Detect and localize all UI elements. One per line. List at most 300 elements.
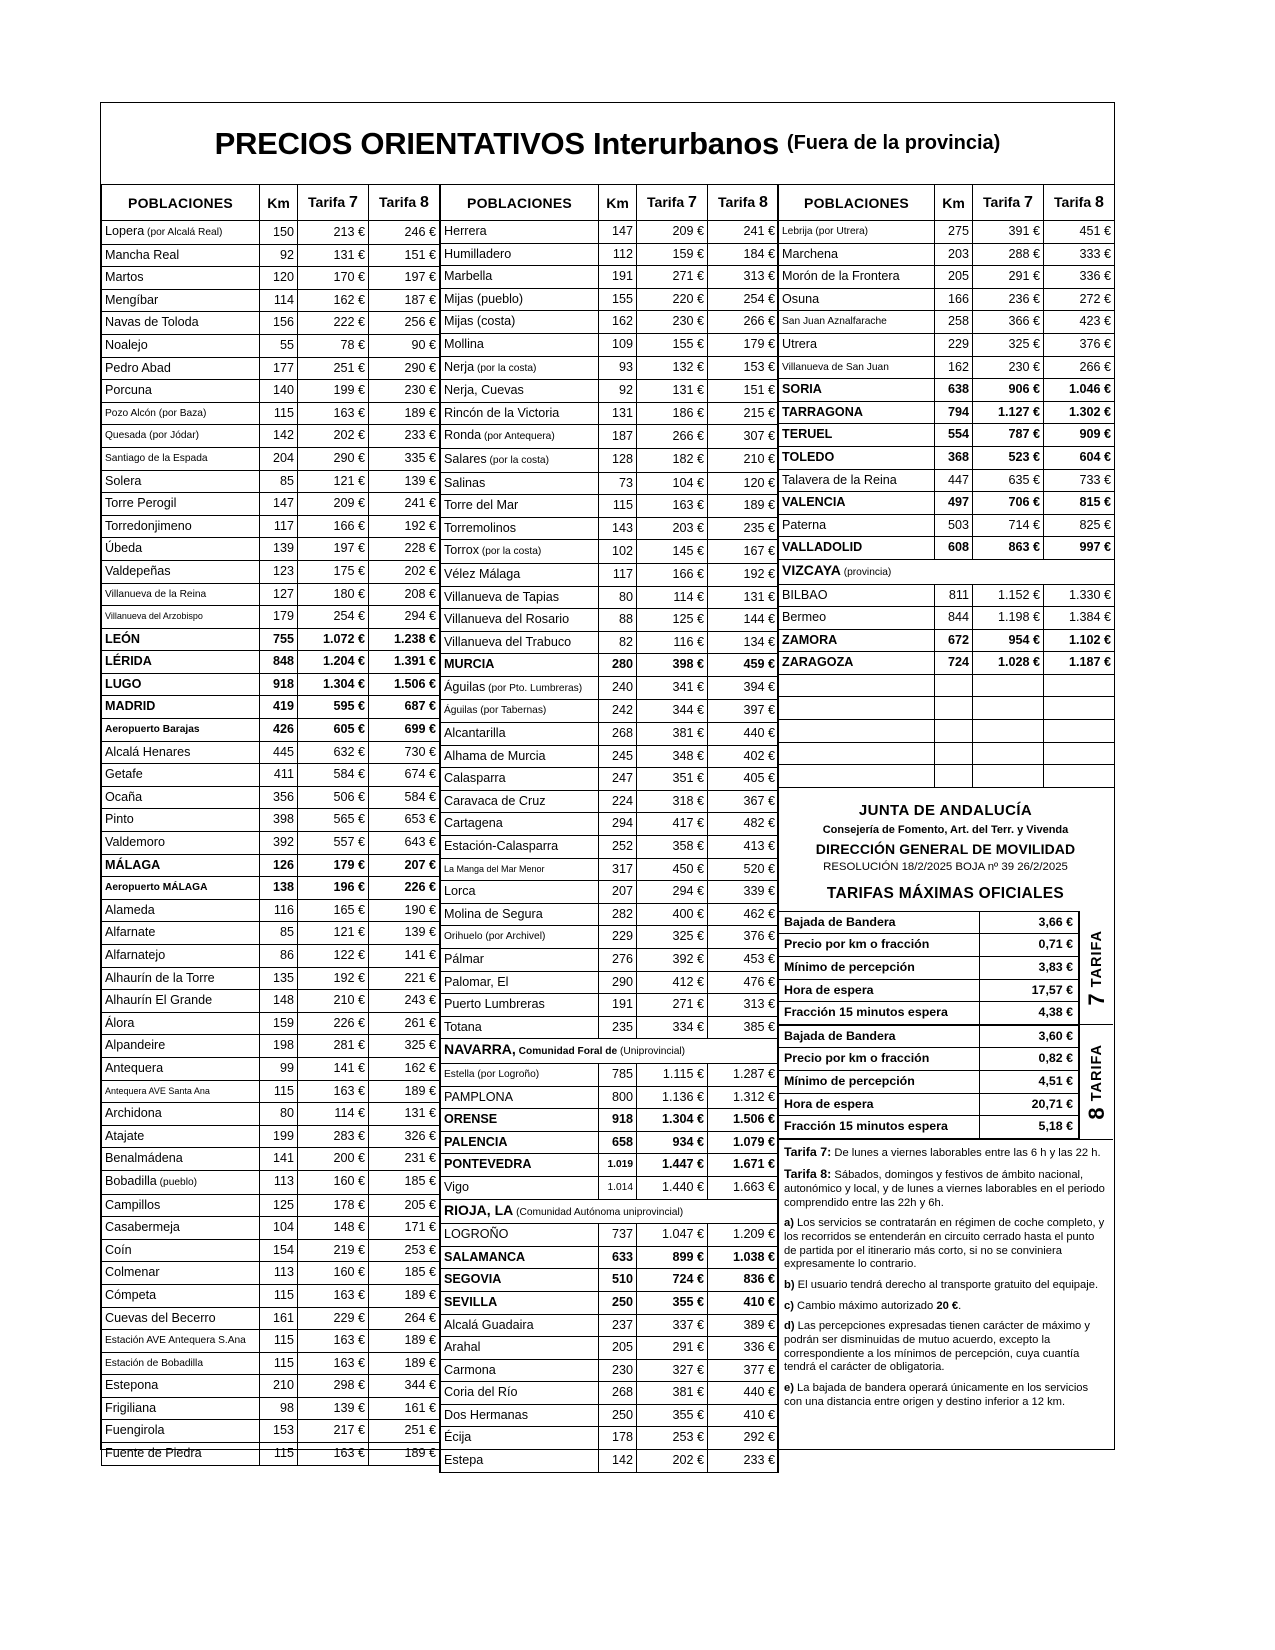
cell-tarifa7: 358 € — [637, 836, 708, 859]
price-table-3 — [778, 185, 1115, 788]
table-row — [441, 1269, 779, 1292]
cell-km: 142 — [599, 1450, 637, 1473]
poblacion-name: Utrera — [782, 336, 817, 351]
table-row — [102, 1194, 440, 1217]
cell-poblacion — [779, 537, 935, 560]
province-name: RIOJA, LA — [444, 1201, 514, 1218]
cell-poblacion — [441, 221, 599, 244]
cell-km — [935, 697, 973, 720]
cell-poblacion — [102, 1057, 260, 1080]
note-a-lead: a) — [784, 1217, 794, 1230]
table-row — [441, 1016, 779, 1039]
tarifa-label: Bajada de Bandera — [779, 1025, 980, 1048]
cell-tarifa8: 313 € — [708, 266, 779, 289]
cell-poblacion — [102, 538, 260, 561]
poblacion-name: LÉRIDA — [105, 654, 152, 669]
cell-km: 275 — [935, 221, 973, 244]
table-row — [441, 1224, 779, 1247]
cell-tarifa7: 202 € — [298, 425, 369, 448]
cell-poblacion — [779, 674, 935, 697]
poblacion-name: SORIA — [782, 382, 822, 397]
cell-poblacion — [441, 472, 599, 495]
cell-poblacion — [779, 584, 935, 607]
cell-poblacion — [441, 971, 599, 994]
cell-tarifa8: 261 € — [369, 1012, 440, 1035]
cell-tarifa7: 635 € — [973, 469, 1044, 492]
title-subtitle: (Fuera de la provincia) — [786, 132, 1001, 154]
poblacion-name: Vigo — [444, 1179, 469, 1194]
cell-tarifa8: 385 € — [708, 1016, 779, 1039]
table-row — [102, 1148, 440, 1171]
cell-tarifa8: 376 € — [1044, 333, 1115, 356]
cell-poblacion — [102, 651, 260, 674]
cell-km: 247 — [599, 768, 637, 791]
cell-poblacion — [441, 1314, 599, 1337]
cell-tarifa8: 233 € — [369, 425, 440, 448]
table-row — [441, 221, 779, 244]
cell-km: 250 — [599, 1291, 637, 1314]
table-row — [441, 1450, 779, 1473]
cell-tarifa7: 121 € — [298, 922, 369, 945]
cell-tarifa8: 210 € — [708, 448, 779, 472]
cell-tarifa7: 219 € — [298, 1239, 369, 1262]
poblacion-name: Orihuelo (por Archivel) — [444, 931, 546, 943]
cell-km: 80 — [260, 1103, 298, 1126]
page-title — [101, 103, 1114, 185]
cell-tarifa8: 207 € — [369, 854, 440, 877]
header-poblaciones-1: POBLACIONES — [102, 185, 260, 221]
poblacion-name: Lebrija (por Utrera) — [782, 226, 869, 237]
cell-poblacion — [102, 493, 260, 516]
cell-km: 252 — [599, 836, 637, 859]
poblacion-note: (por la costa) — [486, 454, 549, 466]
table-row — [779, 221, 1115, 244]
table-row — [441, 243, 779, 266]
note-d-lead: d) — [784, 1320, 795, 1333]
cell-tarifa8: 162 € — [369, 1057, 440, 1080]
poblacion-name: TERUEL — [782, 427, 833, 442]
cell-tarifa7: 400 € — [637, 903, 708, 926]
poblacion-name: Ocaña — [105, 789, 143, 804]
poblacion-name: Aeropuerto MÁLAGA — [105, 882, 208, 894]
cell-km — [935, 720, 973, 743]
table-body-1 — [102, 221, 440, 1466]
cell-poblacion — [441, 380, 599, 403]
cell-tarifa7: 197 € — [298, 538, 369, 561]
cell-tarifa7: 325 € — [973, 333, 1044, 356]
poblacion-name: Torrox — [444, 543, 479, 558]
cell-km: 242 — [599, 700, 637, 723]
poblacion-name: BILBAO — [782, 587, 828, 602]
table-row — [779, 469, 1115, 492]
cell-tarifa8: 215 € — [708, 402, 779, 425]
cell-tarifa8: 313 € — [708, 994, 779, 1017]
note-c-amount: 20 € — [936, 1299, 959, 1312]
table-row — [441, 723, 779, 746]
cell-tarifa7: 145 € — [637, 540, 708, 564]
poblacion-name: Villanueva de la Reina — [105, 588, 207, 600]
cell-tarifa7: 226 € — [298, 1012, 369, 1035]
cell-tarifa8: 336 € — [708, 1337, 779, 1360]
note-e — [784, 1382, 1107, 1409]
cell-tarifa8: 836 € — [708, 1269, 779, 1292]
cell-tarifa7: 392 € — [637, 949, 708, 972]
cell-tarifa7: 121 € — [298, 470, 369, 493]
cell-poblacion — [441, 1086, 599, 1109]
cell-tarifa7: 160 € — [298, 1170, 369, 1194]
cell-tarifa7: 557 € — [298, 832, 369, 855]
cell-poblacion — [102, 899, 260, 922]
cell-km: 447 — [935, 469, 973, 492]
cell-tarifa8: 376 € — [708, 926, 779, 949]
cell-km: 229 — [935, 333, 973, 356]
cell-km: 98 — [260, 1397, 298, 1420]
poblacion-name: LUGO — [105, 676, 142, 691]
table-row — [441, 517, 779, 540]
cell-poblacion — [441, 1382, 599, 1405]
poblacion-name: Mollina — [444, 336, 484, 351]
note-tarifa7-text: De lunes a viernes laborables entre las 6 h y las 22 h. — [831, 1146, 1101, 1159]
cell-km: 638 — [935, 379, 973, 402]
cell-tarifa7: 318 € — [637, 790, 708, 813]
cell-tarifa8: 189 € — [369, 1352, 440, 1375]
table-row — [441, 1337, 779, 1360]
poblacion-name: Écija — [444, 1430, 472, 1445]
cell-tarifa7: 116 € — [637, 631, 708, 654]
table-row — [102, 899, 440, 922]
table-row — [441, 333, 779, 356]
cell-tarifa8: 189 € — [369, 402, 440, 425]
cell-km: 153 — [260, 1420, 298, 1443]
cell-tarifa8: 604 € — [1044, 446, 1115, 469]
cell-km: 411 — [260, 764, 298, 787]
table-row — [102, 583, 440, 606]
cell-tarifa7: 1.127 € — [973, 401, 1044, 424]
tarifa8-vertical-word: TARIFA — [1088, 1044, 1105, 1102]
cell-km: 115 — [260, 1352, 298, 1375]
cell-tarifa7: 595 € — [298, 696, 369, 719]
poblacion-name: Alameda — [105, 902, 155, 917]
note-c-tail: . — [958, 1299, 962, 1312]
cell-tarifa7: 348 € — [637, 745, 708, 768]
tarifa8-word-1: Tarifa — [379, 194, 417, 210]
cell-km: 178 — [599, 1427, 637, 1450]
junta-consejeria: Consejería de Fomento, Art. del Terr. y Vivenda — [822, 823, 1069, 836]
cell-tarifa8: 192 € — [708, 563, 779, 586]
cell-poblacion — [441, 903, 599, 926]
cell-poblacion — [441, 790, 599, 813]
cell-km: 554 — [935, 424, 973, 447]
table-row — [102, 1170, 440, 1194]
cell-tarifa8: 451 € — [1044, 221, 1115, 244]
table-row — [102, 673, 440, 696]
cell-tarifa7: 412 € — [637, 971, 708, 994]
cell-tarifa7: 165 € — [298, 899, 369, 922]
poblacion-name: Morón de la Frontera — [782, 269, 900, 284]
cell-km: 187 — [599, 425, 637, 449]
poblacion-name: Getafe — [105, 767, 143, 782]
table-row — [102, 741, 440, 764]
poblacion-name: Archidona — [105, 1106, 162, 1121]
cell-tarifa7: 1.304 € — [637, 1109, 708, 1132]
cell-tarifa8: 294 € — [369, 606, 440, 629]
cell-km: 497 — [935, 492, 973, 515]
cell-poblacion — [779, 607, 935, 630]
table-row — [102, 1307, 440, 1330]
cell-tarifa7: 196 € — [298, 877, 369, 900]
cell-tarifa7: 229 € — [298, 1307, 369, 1330]
table-row — [102, 357, 440, 380]
cell-tarifa7: 253 € — [637, 1427, 708, 1450]
junta-title: JUNTA DE ANDALUCÍA — [858, 801, 1033, 819]
province-note: (Comunidad Autónoma uniprovincial) — [513, 1206, 684, 1218]
cell-km: 115 — [599, 495, 637, 518]
cell-poblacion — [441, 1154, 599, 1177]
poblacion-name: VALENCIA — [782, 495, 846, 510]
cell-tarifa7: 787 € — [973, 424, 1044, 447]
table-row — [102, 854, 440, 877]
junta-resolucion: RESOLUCIÓN 18/2/2025 BOJA nº 39 26/2/2025 — [823, 860, 1068, 873]
cell-km: 115 — [260, 1080, 298, 1103]
poblacion-name: Marbella — [444, 269, 493, 284]
cell-km: 224 — [599, 790, 637, 813]
price-table-2 — [440, 185, 779, 1473]
poblacion-name: PAMPLONA — [444, 1089, 514, 1104]
cell-tarifa8: 254 € — [708, 288, 779, 311]
poblacion-name: Cartagena — [444, 816, 503, 831]
cell-poblacion — [441, 949, 599, 972]
table-row — [102, 515, 440, 538]
cell-poblacion — [102, 696, 260, 719]
poblacion-name: Rincón de la Victoria — [444, 405, 560, 420]
cell-km: 93 — [599, 356, 637, 380]
cell-poblacion — [779, 652, 935, 675]
poblacion-name: Bermeo — [782, 610, 827, 625]
tarifa-value: 3,83 € — [980, 957, 1079, 980]
cell-poblacion — [102, 809, 260, 832]
cell-km: 658 — [599, 1131, 637, 1154]
table-row — [441, 586, 779, 609]
cell-poblacion — [779, 243, 935, 266]
tarifa-value: 5,18 € — [980, 1116, 1079, 1139]
table-row — [102, 1057, 440, 1080]
cell-tarifa8: 674 € — [369, 764, 440, 787]
poblacion-note: (por la costa) — [479, 546, 542, 558]
cell-km: 282 — [599, 903, 637, 926]
cell-poblacion — [102, 1420, 260, 1443]
cell-tarifa8: 377 € — [708, 1359, 779, 1382]
cell-km — [935, 765, 973, 788]
poblacion-name: Estepa — [444, 1453, 484, 1468]
tarifa-row — [779, 911, 1079, 934]
table-row — [779, 492, 1115, 515]
table-row — [441, 654, 779, 677]
cell-km: 73 — [599, 472, 637, 495]
cell-km: 294 — [599, 813, 637, 836]
cell-km: 115 — [260, 402, 298, 425]
cell-tarifa7: 210 € — [298, 990, 369, 1013]
cell-poblacion — [102, 1103, 260, 1126]
cell-tarifa8: 1.330 € — [1044, 584, 1115, 607]
cell-tarifa8: 1.038 € — [708, 1246, 779, 1269]
table-row — [441, 1154, 779, 1177]
cell-km: 147 — [260, 493, 298, 516]
poblacion-name: Villanueva de Tapias — [444, 589, 560, 604]
note-tarifa8-text: Sábados, domingos y festivos de ámbito nacional, autonómico y local, y de lunes a viernes laborables en el periodo comprendido entre las 22h y 6h. — [784, 1169, 1105, 1209]
cell-km: 139 — [260, 538, 298, 561]
cell-tarifa7: 163 € — [298, 402, 369, 425]
cell-tarifa8: 189 € — [708, 495, 779, 518]
cell-poblacion — [102, 1397, 260, 1420]
cell-tarifa8: 333 € — [1044, 243, 1115, 266]
cell-poblacion — [441, 994, 599, 1017]
cell-tarifa7: 1.204 € — [298, 651, 369, 674]
table-row — [779, 356, 1115, 379]
table-row — [102, 289, 440, 312]
poblacion-name: Paterna — [782, 517, 827, 532]
table-row — [441, 745, 779, 768]
poblacion-name: Marchena — [782, 246, 839, 261]
cell-km: 1.014 — [599, 1176, 637, 1199]
cell-poblacion — [102, 1443, 260, 1466]
cell-tarifa8: 1.506 € — [708, 1109, 779, 1132]
cell-tarifa7: 1.136 € — [637, 1086, 708, 1109]
cell-poblacion — [441, 1337, 599, 1360]
cell-tarifa7: 1.072 € — [298, 628, 369, 651]
table-row — [102, 1262, 440, 1285]
cell-tarifa7: 202 € — [637, 1450, 708, 1473]
note-d — [784, 1320, 1107, 1375]
tarifa7-vertical-word: TARIFA — [1088, 929, 1105, 988]
table-row — [102, 809, 440, 832]
cell-tarifa8: 1.238 € — [369, 628, 440, 651]
table-row — [779, 584, 1115, 607]
cell-tarifa8: 171 € — [369, 1217, 440, 1240]
cell-tarifa8: 1.391 € — [369, 651, 440, 674]
tarifa-value: 0,82 € — [980, 1048, 1079, 1071]
header-tarifa7-2 — [637, 185, 708, 221]
table-body-2 — [441, 221, 779, 1473]
cell-poblacion — [441, 768, 599, 791]
cell-poblacion — [441, 333, 599, 356]
cell-km: 147 — [599, 221, 637, 244]
cell-tarifa8: 344 € — [369, 1375, 440, 1398]
table-row — [779, 720, 1115, 743]
table-row — [441, 1314, 779, 1337]
cell-tarifa8: 264 € — [369, 1307, 440, 1330]
poblacion-name: SEVILLA — [444, 1294, 498, 1309]
cell-tarifa8: 1.506 € — [369, 673, 440, 696]
cell-tarifa8: 423 € — [1044, 311, 1115, 334]
poblacion-name: Solera — [105, 473, 142, 488]
table-row — [102, 922, 440, 945]
cell-tarifa8: 202 € — [369, 560, 440, 583]
poblacion-name: Humilladero — [444, 246, 512, 261]
cell-tarifa7: 724 € — [637, 1269, 708, 1292]
cell-poblacion — [779, 697, 935, 720]
cell-tarifa7: 334 € — [637, 1016, 708, 1039]
table-row — [102, 606, 440, 629]
junta-direccion: DIRECCIÓN GENERAL DE MOVILIDAD — [815, 840, 1076, 857]
tarifa7-num-2: 7 — [688, 194, 697, 211]
table-row — [102, 1012, 440, 1035]
cell-tarifa8: 325 € — [369, 1035, 440, 1058]
cell-tarifa7: 327 € — [637, 1359, 708, 1382]
tarifas-heading: TARIFAS MÁXIMAS OFICIALES — [826, 884, 1065, 902]
table-row — [779, 266, 1115, 289]
province-note: (provincia) — [840, 566, 892, 578]
table-row — [779, 243, 1115, 266]
poblacion-name: Torre del Mar — [444, 498, 519, 513]
cell-poblacion — [102, 877, 260, 900]
cell-tarifa7: 1.447 € — [637, 1154, 708, 1177]
tarifa7-table — [778, 911, 1079, 1025]
tarifa7-side — [1080, 911, 1113, 1025]
cell-tarifa8 — [1044, 720, 1115, 743]
cell-tarifa8: 584 € — [369, 786, 440, 809]
cell-tarifa7: 114 € — [298, 1103, 369, 1126]
cell-tarifa8: 266 € — [1044, 356, 1115, 379]
cell-poblacion — [779, 629, 935, 652]
poblacion-note: (por Pto. Lumbreras) — [485, 682, 583, 694]
cell-tarifa8: 256 € — [369, 312, 440, 335]
table-row — [102, 447, 440, 470]
cell-poblacion — [102, 1035, 260, 1058]
cell-km: 142 — [260, 425, 298, 448]
table-row — [102, 967, 440, 990]
table-row — [441, 790, 779, 813]
province-name: VIZCAYA — [782, 561, 841, 578]
tarifa-label: Mínimo de percepción — [779, 957, 980, 980]
table-row — [441, 994, 779, 1017]
cell-tarifa8: 1.046 € — [1044, 379, 1115, 402]
cell-poblacion — [441, 676, 599, 700]
cell-tarifa8: 187 € — [369, 289, 440, 312]
cell-tarifa8 — [1044, 742, 1115, 765]
poblacion-name: ZAMORA — [782, 632, 838, 647]
cell-tarifa8: 266 € — [708, 311, 779, 334]
poblacion-name: Salares — [444, 451, 487, 466]
cell-poblacion — [779, 514, 935, 537]
cell-km: 161 — [260, 1307, 298, 1330]
cell-tarifa7: 170 € — [298, 267, 369, 290]
table-row — [102, 267, 440, 290]
poblacion-name: Coín — [105, 1242, 132, 1257]
cell-poblacion — [102, 1262, 260, 1285]
cell-tarifa8: 167 € — [708, 540, 779, 564]
cell-poblacion — [102, 854, 260, 877]
poblacion-name: Fuente de Piedra — [105, 1446, 202, 1461]
table-row — [779, 446, 1115, 469]
cell-tarifa8: 205 € — [369, 1194, 440, 1217]
cell-tarifa7: 213 € — [298, 221, 369, 245]
cell-tarifa8: 1.187 € — [1044, 652, 1115, 675]
cell-km: 140 — [260, 380, 298, 403]
cell-tarifa8: 151 € — [369, 244, 440, 267]
poblacion-name: Molina de Segura — [444, 906, 543, 921]
cell-tarifa7: 1.304 € — [298, 673, 369, 696]
poblacion-name: Osuna — [782, 291, 820, 306]
cell-km: 794 — [935, 401, 973, 424]
tarifa-value: 20,71 € — [980, 1093, 1079, 1116]
header-km-2: Km — [599, 185, 637, 221]
poblacion-name: SALAMANCA — [444, 1249, 526, 1264]
tarifa-label: Mínimo de percepción — [779, 1071, 980, 1094]
cell-tarifa7: 1.115 € — [637, 1063, 708, 1086]
cell-poblacion — [441, 402, 599, 425]
cell-km: 205 — [599, 1337, 637, 1360]
cell-km: 150 — [260, 221, 298, 245]
